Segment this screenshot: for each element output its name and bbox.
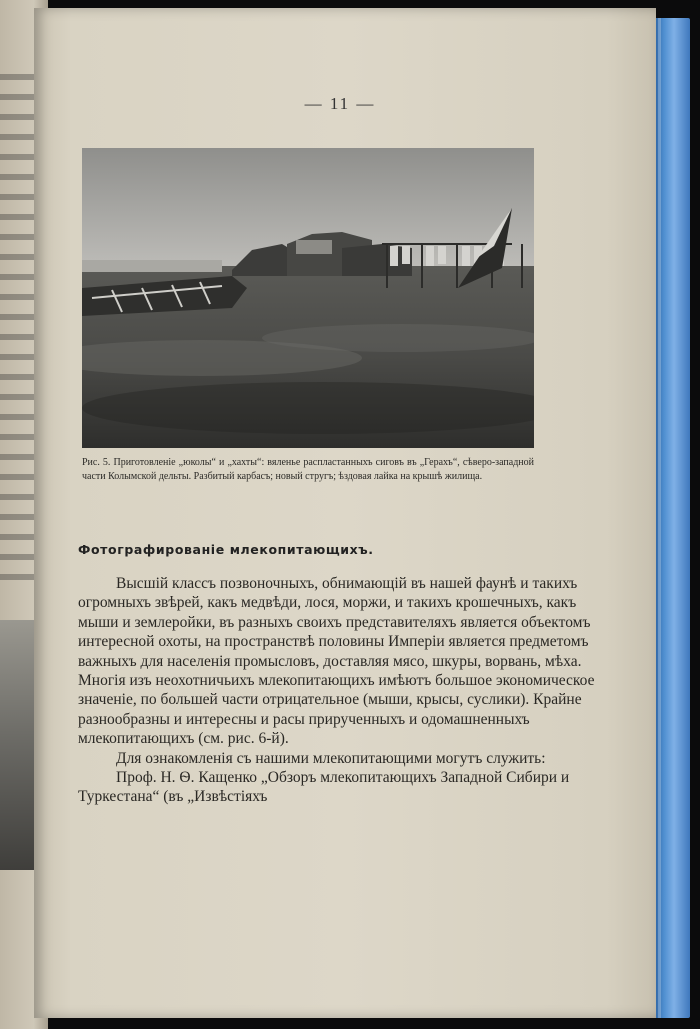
figure-caption: Рис. 5. Приготовленiе „юколы“ и „хахты“: вяленье распластанныхъ сиговъ въ „Герахъ“, сѣверо-западной части Колымской дельты. Разбитый карбасъ; новый стругъ; ѣздовая лайка на крышѣ жилища. bbox=[82, 457, 534, 482]
paragraph: Проф. Н. Ѳ. Кащенко „Обзоръ млекопитающихъ Западной Сибири и Туркестана“ (въ „Извѣстiяхъ bbox=[78, 769, 570, 806]
figure-photo bbox=[82, 148, 534, 448]
section-title: Фотографированiе млекопитающихъ. bbox=[78, 542, 374, 557]
book-page bbox=[34, 8, 656, 1018]
paragraph: Для ознакомленiя съ нашими млекопитающими могутъ служить: bbox=[116, 749, 546, 767]
page-number: — 11 — bbox=[304, 94, 376, 113]
body-text bbox=[78, 574, 598, 807]
fishing-camp-photo bbox=[82, 148, 534, 448]
paragraph: Высшiй классъ позвоночныхъ, обнимающiй въ нашей фаунѣ и такихъ огромныхъ звѣрей, какъ медвѣди, лося, моржи, и такихъ крошечныхъ, какъ мыши и землеройки, въ разныхъ своихъ представителяхъ является объектомъ интересной охоты, на пространствѣ половины Имперiи является предметомъ важныхъ для населенiя промысловъ, доставляя мясо, шкуры, ворвань, мѣха. Многiя изъ неохотничьихъ млекопитающихъ имѣютъ большое экономическое значенiе, по большей части отрицательное (мыши, крысы, суслики). Крайне разнообразны и интересны и расы прирученныхъ и одомашненныхъ млекопитающихъ (см. рис. 6-й). bbox=[78, 575, 595, 748]
book-cover-edge bbox=[650, 18, 690, 1018]
